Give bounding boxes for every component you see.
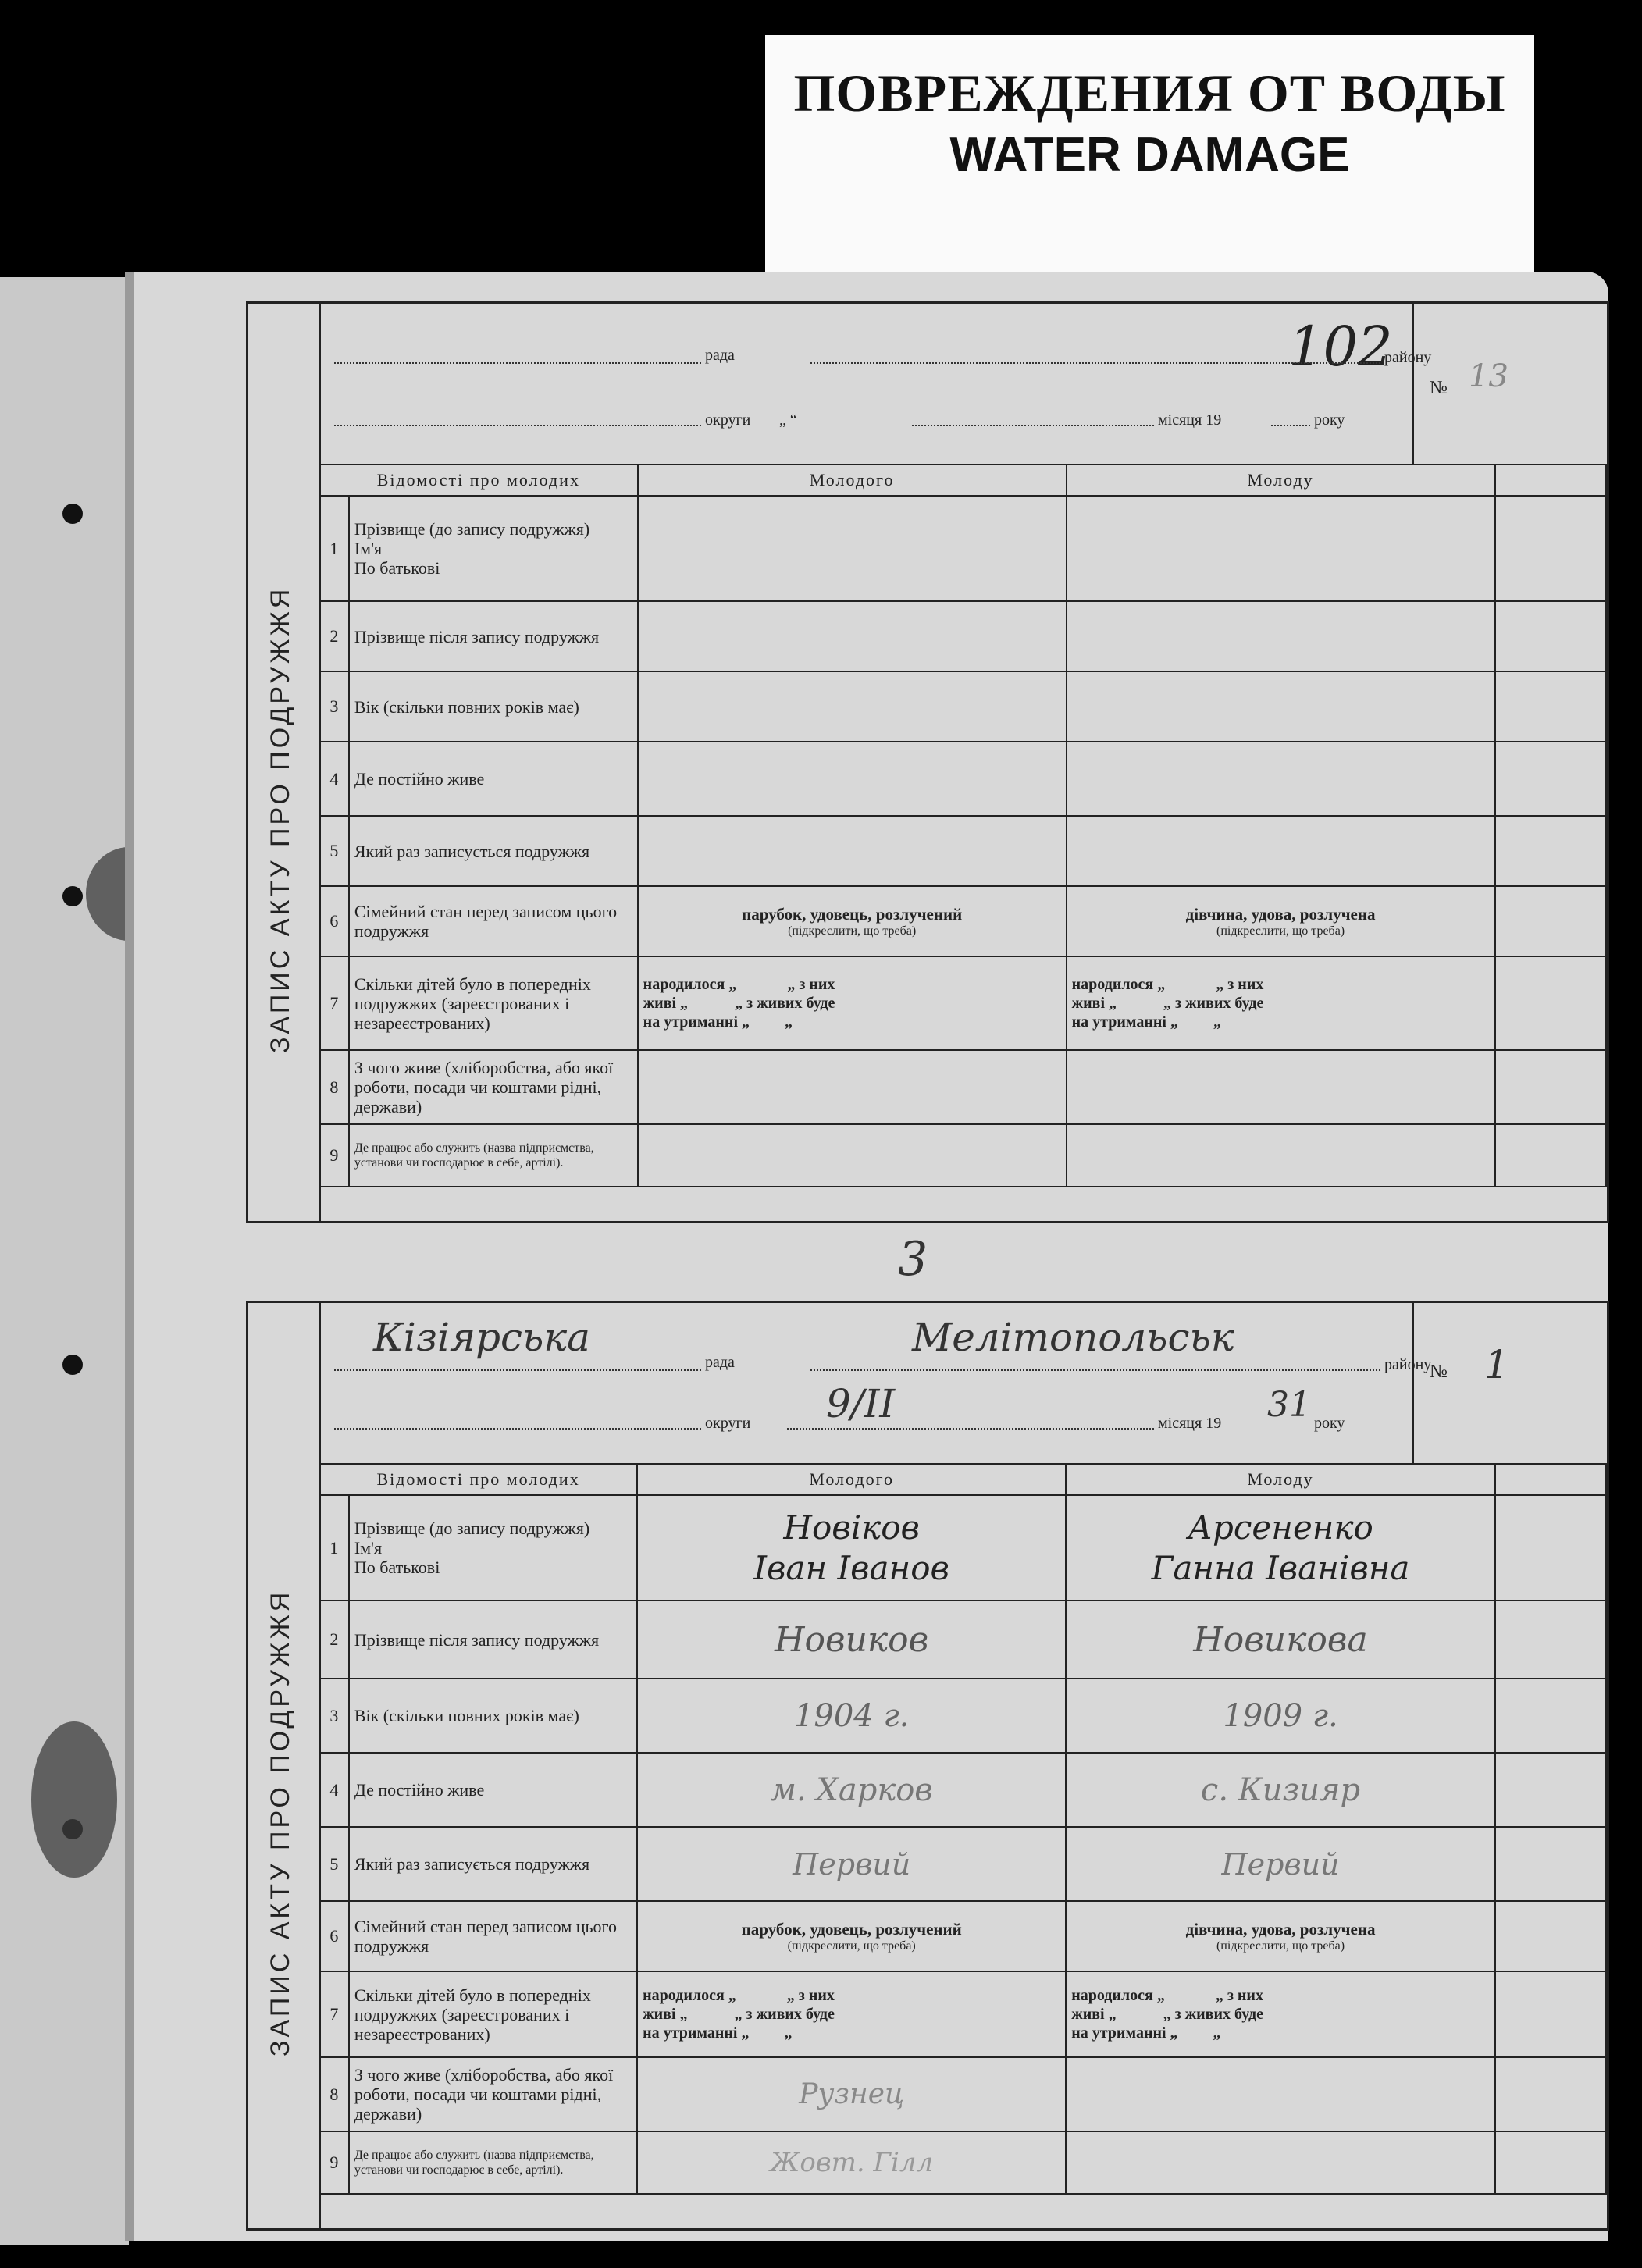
punch-hole (62, 886, 83, 906)
groom-residence-cell (638, 742, 1067, 816)
row-label-marriage-count: Який раз записується подружжя (349, 816, 638, 886)
number-label: № (1430, 1362, 1448, 1382)
number-box (1412, 304, 1609, 464)
empty-cell (1495, 1679, 1606, 1753)
row-number: 8 (319, 1050, 349, 1124)
kids-supported-label: на утриманні „ (1071, 2024, 1178, 2042)
col-info-header: Відомості про молодих (319, 465, 638, 496)
side-title: ЗАПИС АКТУ ПРО ПОДРУЖЖЯ (265, 586, 295, 1053)
bride-name-patronymic: Ганна Іванівна (1151, 1548, 1410, 1587)
bride-workplace-cell (1066, 2131, 1495, 2194)
row-label-name: Прізвище (до запису подружжя) Ім'я По батькові (349, 496, 638, 601)
row-label-residence: Де постійно живе (349, 1753, 637, 1827)
underline-note: (підкреслити, що треба) (787, 1939, 916, 1953)
empty-cell (1495, 956, 1607, 1050)
row-label-livelihood: З чого живе (хліборобства, або якої роботи, посади чи коштами рідні, держави) (349, 1050, 638, 1124)
kids-alive-label: живі „ (1071, 2006, 1117, 2023)
kids-alive-label: живі „ (1071, 995, 1117, 1012)
bride-livelihood-cell (1067, 1050, 1495, 1124)
groom-surname-after-cell (638, 601, 1067, 671)
rada-handwritten: Кізіярська (373, 1315, 590, 1360)
groom-status-cell (638, 886, 1067, 956)
row-label-workplace: Де працює або служить (назва підприємства, установи чи господарює в себе, артілі). (349, 1124, 638, 1187)
bride-status-cell (1067, 886, 1495, 956)
row-label-surname-after: Прізвище після запису подружжя (349, 601, 638, 671)
groom-workplace: Жовт. Гілл (637, 2131, 1066, 2194)
record-table-top (319, 464, 1607, 1187)
rada-line (334, 1369, 701, 1371)
bride-residence-cell (1067, 742, 1495, 816)
punch-hole (62, 1355, 83, 1375)
groom-status-options: парубок, удовець, розлучений (742, 904, 963, 924)
empty-cell (1495, 1600, 1606, 1679)
raion-line (810, 1369, 1380, 1371)
groom-children-cell (638, 956, 1067, 1050)
bride-marriage-count-cell (1067, 816, 1495, 886)
row-number: 4 (319, 1753, 349, 1827)
kids-supported-label: на утриманні „ (1071, 1013, 1178, 1031)
kids-alive-label: живі „ (643, 995, 689, 1012)
okrugy-label: округи (705, 1415, 751, 1432)
groom-marriage-count: Первий (637, 1827, 1066, 1901)
groom-name-cell (638, 496, 1067, 601)
marriage-record-bottom (246, 1301, 1609, 2231)
groom-name-patronymic: Іван Іванов (753, 1548, 949, 1587)
groom-livelihood-cell (638, 1050, 1067, 1124)
empty-cell (1495, 1464, 1606, 1495)
row-number: 1 (319, 496, 349, 601)
kids-close-quote: „ (784, 2024, 793, 2042)
year-handwritten: 31 (1267, 1385, 1311, 1425)
roku-label: року (1314, 1415, 1345, 1432)
empty-cell (1495, 742, 1607, 816)
bride-name-cell (1067, 496, 1495, 601)
row-number: 7 (319, 1971, 349, 2057)
label-russian: ПОВРЕЖДЕНИЯ ОТ ВОДЫ (793, 63, 1506, 123)
empty-cell (1495, 816, 1607, 886)
bride-surname-after-cell (1067, 601, 1495, 671)
punch-hole (62, 504, 83, 524)
groom-livelihood: Рузнец (637, 2057, 1066, 2131)
empty-cell (1495, 1050, 1607, 1124)
side-title: ЗАПИС АКТУ ПРО ПОДРУЖЖЯ (265, 1589, 295, 2056)
empty-cell (1495, 671, 1607, 742)
kids-close-quote: „ (785, 1013, 793, 1031)
groom-status-options: парубок, удовець, розлучений (741, 1919, 962, 1939)
row-number: 9 (319, 1124, 349, 1187)
document-page (125, 272, 1608, 2241)
number-handwritten: 13 (1469, 358, 1508, 394)
bride-status-options: дівчина, удова, розлучена (1185, 904, 1376, 924)
okrugy-label: округи (705, 411, 751, 429)
row-number: 5 (319, 1827, 349, 1901)
bride-status-options: дівчина, удова, розлучена (1185, 1919, 1376, 1939)
raion-label: району (1384, 1356, 1432, 1373)
groom-status-cell (637, 1901, 1066, 1971)
water-damage-label-card (765, 35, 1534, 273)
page-fold-edge (125, 272, 134, 2241)
row-number: 5 (319, 816, 349, 886)
kids-of-them-label: „ з них (787, 976, 835, 993)
empty-cell (1495, 465, 1607, 496)
row-number: 2 (319, 1600, 349, 1679)
row-label-children: Скільки дітей було в попередніх подружжях (зареєстрованих і незареєстрованих) (349, 1971, 637, 2057)
col-groom-header: Молодого (637, 1464, 1066, 1495)
bride-workplace-cell (1067, 1124, 1495, 1187)
col-groom-header: Молодого (638, 465, 1067, 496)
groom-surname-after: Новиков (637, 1600, 1066, 1679)
record-header (319, 304, 1607, 464)
number-handwritten: 1 (1484, 1342, 1509, 1387)
col-bride-header: Молоду (1066, 1464, 1495, 1495)
groom-children-cell (637, 1971, 1066, 2057)
number-label: № (1430, 378, 1448, 398)
row-number: 7 (319, 956, 349, 1050)
label-english: WATER DAMAGE (949, 128, 1350, 182)
row-label-age: Вік (скільки повних років має) (349, 1679, 637, 1753)
handwritten-mark: 3 (898, 1232, 928, 1287)
empty-cell (1495, 1971, 1606, 2057)
row-label-children: Скільки дітей було в попередніх подружжях (зареєстрованих і незареєстрованих) (349, 956, 638, 1050)
col-bride-header: Молоду (1067, 465, 1495, 496)
row-number: 4 (319, 742, 349, 816)
year-line (1271, 425, 1310, 426)
groom-name-cell (637, 1495, 1066, 1600)
row-label-age: Вік (скільки повних років має) (349, 671, 638, 742)
record-table-bottom (319, 1463, 1607, 2195)
groom-marriage-count-cell (638, 816, 1067, 886)
kids-alive-future-label: „ з живих буде (735, 995, 835, 1012)
empty-cell (1495, 496, 1607, 601)
row-label-workplace: Де працює або служить (назва підприємства, установи чи господарює в себе, артілі). (349, 2131, 637, 2194)
rada-label: рада (705, 1354, 735, 1371)
number-box (1412, 1303, 1609, 1463)
okrugy-line (334, 1428, 701, 1430)
bride-name-cell (1066, 1495, 1495, 1600)
row-number: 3 (319, 1679, 349, 1753)
kids-close-quote: „ (1213, 2024, 1221, 2042)
row-number: 8 (319, 2057, 349, 2131)
empty-cell (1495, 1753, 1606, 1827)
rada-label: рада (705, 347, 735, 364)
bride-marriage-count: Первий (1066, 1827, 1495, 1901)
kids-alive-future-label: „ з живих буде (1163, 995, 1264, 1012)
roku-label: року (1314, 411, 1345, 429)
raion-label: району (1384, 349, 1432, 366)
groom-workplace-cell (638, 1124, 1067, 1187)
bride-livelihood-cell (1066, 2057, 1495, 2131)
kids-close-quote: „ (1213, 1013, 1221, 1031)
record-header (319, 1303, 1607, 1463)
groom-age-cell (638, 671, 1067, 742)
empty-cell (1495, 1495, 1606, 1600)
month-line (912, 425, 1154, 426)
date-handwritten: 9/II (826, 1381, 896, 1426)
binding-strip (0, 277, 129, 2245)
kids-born-label: народилося „ (1071, 1987, 1165, 2004)
row-number: 2 (319, 601, 349, 671)
row-label-family-status: Сімейний стан перед записом цього подружжя (349, 1901, 637, 1971)
rada-line (334, 362, 701, 364)
kids-supported-label: на утриманні „ (643, 1013, 750, 1031)
empty-cell (1495, 886, 1607, 956)
kids-born-label: народилося „ (1071, 976, 1166, 993)
marriage-record-top (246, 301, 1609, 1223)
row-number: 3 (319, 671, 349, 742)
row-label-surname-after: Прізвище після запису подружжя (349, 1600, 637, 1679)
bride-surname: Арсененко (1188, 1508, 1373, 1547)
side-title-column (248, 304, 321, 1221)
page-number-handwritten: 102 (1288, 315, 1393, 379)
bride-status-cell (1066, 1901, 1495, 1971)
month-year-label: місяця 19 (1158, 1415, 1222, 1432)
underline-note: (підкреслити, що треба) (788, 924, 917, 938)
side-title-column (248, 1303, 321, 2228)
row-label-marriage-count: Який раз записується подружжя (349, 1827, 637, 1901)
bride-surname-after: Новикова (1066, 1600, 1495, 1679)
kids-born-label: народилося „ (643, 976, 737, 993)
row-number: 1 (319, 1495, 349, 1600)
row-number: 6 (319, 886, 349, 956)
month-line (787, 1428, 1154, 1430)
row-label-family-status: Сімейний стан перед записом цього подружжя (349, 886, 638, 956)
empty-cell (1495, 601, 1607, 671)
kids-supported-label: на утриманні „ (643, 2024, 750, 2042)
kids-alive-label: живі „ (643, 2006, 688, 2023)
row-number: 6 (319, 1901, 349, 1971)
kids-of-them-label: „ з них (786, 1987, 835, 2004)
kids-of-them-label: „ з них (1215, 1987, 1263, 2004)
kids-alive-future-label: „ з живих буде (734, 2006, 835, 2023)
empty-cell (1495, 1901, 1606, 1971)
row-label-name: Прізвище (до запису подружжя) Ім'я По батькові (349, 1495, 637, 1600)
bride-age-cell (1067, 671, 1495, 742)
empty-cell (1495, 1827, 1606, 1901)
row-label-residence: Де постійно живе (349, 742, 638, 816)
empty-cell (1495, 2131, 1606, 2194)
bride-age: 1909 г. (1066, 1679, 1495, 1753)
underline-note: (підкреслити, що треба) (1216, 924, 1345, 938)
date-quotes: „ “ (779, 411, 797, 429)
empty-cell (1495, 1124, 1607, 1187)
kids-of-them-label: „ з них (1216, 976, 1264, 993)
row-number: 9 (319, 2131, 349, 2194)
groom-residence: м. Харков (637, 1753, 1066, 1827)
month-year-label: місяця 19 (1158, 411, 1222, 429)
raion-line (810, 362, 1380, 364)
bride-children-cell (1067, 956, 1495, 1050)
row-label-livelihood: З чого живе (хліборобства, або якої роботи, посади чи коштами рідні, держави) (349, 2057, 637, 2131)
bride-children-cell (1066, 1971, 1495, 2057)
underline-note: (підкреслити, що треба) (1216, 1939, 1345, 1953)
water-stain (31, 1721, 117, 1878)
groom-age: 1904 г. (637, 1679, 1066, 1753)
col-info-header: Відомості про молодих (319, 1464, 637, 1495)
okrugy-line (334, 425, 701, 426)
kids-born-label: народилося „ (643, 1987, 736, 2004)
groom-surname: Новіков (783, 1508, 920, 1547)
empty-cell (1495, 2057, 1606, 2131)
bride-residence: с. Кизияр (1066, 1753, 1495, 1827)
kids-alive-future-label: „ з живих буде (1163, 2006, 1263, 2023)
raion-handwritten: Мелітопольськ (912, 1315, 1234, 1360)
